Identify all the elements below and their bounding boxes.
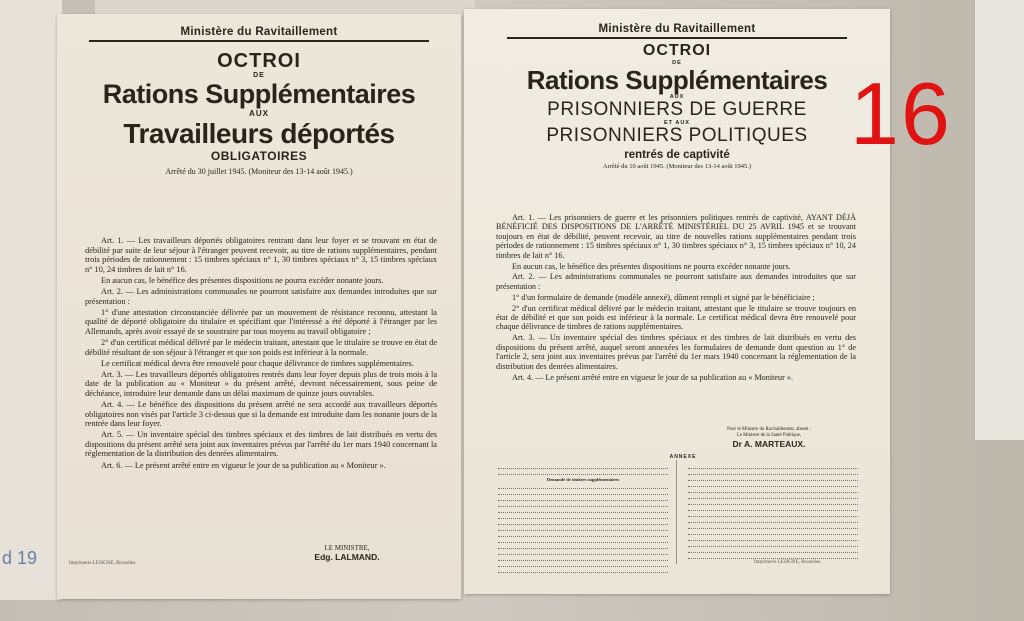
article-paragraph: En aucun cas, le bénéfice des présentes dispositions ne pourra excéder nonante jours. xyxy=(512,261,791,271)
beneficiaries-title: Travailleurs déportés xyxy=(123,118,395,149)
article-paragraph: 1° d'une attestation circonstanciée délivrée par un mouvement de résistance reconnu, attestant la qualité de déporté obligatoire du titulaire et spécifiant que l'intéressé a été déporté à l'étranger par les Allemands, après avoir essayé de se soustraire par tous moyens au travail obligatoire ; xyxy=(85,307,437,336)
octroi-title: OCTROI xyxy=(642,42,712,59)
subtitle: rentrés de captivité xyxy=(624,149,730,161)
decree-reference: Arrêté du 10 août 1945. (Moniteur des 13-14 août 1945.) xyxy=(602,163,752,170)
form-line xyxy=(688,554,858,559)
form-line xyxy=(498,464,668,469)
rations-title: Rations Supplémentaires xyxy=(102,79,416,109)
signature-line-2: Le Ministre de la Santé Publique, xyxy=(736,433,802,438)
article-paragraph: Art. 2. — Les administrations communales ne pourront satisfaire aux demandes introduites que sur présentation : xyxy=(496,272,856,291)
de-label: DE xyxy=(672,60,682,66)
underlying-paper-left xyxy=(0,0,62,600)
form-line xyxy=(688,518,858,523)
red-number-stamp: 16 xyxy=(850,64,952,163)
article-paragraph: Art. 4. — Le présent arrêté entre en vigueur le jour de sa publication au « Moniteur ». xyxy=(512,372,794,382)
form-line xyxy=(498,544,668,549)
form-line xyxy=(498,568,668,573)
form-line xyxy=(498,470,668,475)
signature-name: Edg. LALMAND. xyxy=(314,552,380,562)
form-line xyxy=(688,512,858,517)
form-line xyxy=(498,514,668,519)
form-line xyxy=(688,482,858,487)
imprint: Imprimerie LESIGNE, Bruxelles. xyxy=(69,561,137,566)
form-line xyxy=(498,484,668,489)
form-line xyxy=(688,476,858,481)
annex-form xyxy=(498,454,868,574)
article-paragraph: Art. 6. — Le présent arrêté entre en vigueur le jour de sa publication au « Moniteur ». xyxy=(101,460,386,470)
form-line xyxy=(688,542,858,547)
et-aux-label: ET AUX xyxy=(664,120,690,126)
form-line xyxy=(688,536,858,541)
article-paragraph: Art. 2. — Les administrations communales ne pourront satisfaire aux demandes introduites que sur présentation : xyxy=(85,286,437,306)
form-line xyxy=(498,538,668,543)
form-line xyxy=(688,500,858,505)
articles-block xyxy=(496,213,856,383)
articles-block xyxy=(85,236,437,472)
article-paragraph: En aucun cas, le bénéfice des présentes dispositions ne pourra excéder nonante jours. xyxy=(101,275,384,285)
beneficiaries-title-2: PRISONNIERS POLITIQUES xyxy=(546,125,808,146)
form-line xyxy=(688,548,858,553)
decree-reference: Arrêté du 30 juillet 1945. (Moniteur des 13-14 août 1945.) xyxy=(165,167,353,176)
poster-travailleurs-deportes xyxy=(57,14,461,599)
aux-label: AUX xyxy=(669,94,685,100)
ministry-header: Ministère du Ravitaillement xyxy=(180,26,338,38)
header-rule xyxy=(89,40,429,42)
article-paragraph: Le certificat médical devra être renouvelé pour chaque délivrance de timbres supplémentaires. xyxy=(101,358,414,368)
signature-name: Dr A. MARTEAUX. xyxy=(732,439,806,449)
article-paragraph: 2° d'un certificat médical délivré par le médecin traitant, attestant que le titulaire se trouve en état de débilité résultant de son séjour à l'étranger et que son poids est inférieur à la normale. xyxy=(85,337,437,357)
form-line xyxy=(498,532,668,537)
octroi-title: OCTROI xyxy=(217,50,301,72)
form-line xyxy=(498,508,668,513)
form-line xyxy=(688,530,858,535)
annex-right-column xyxy=(688,464,858,560)
article-paragraph: Art. 3. — Les travailleurs déportés obligatoires rentrés dans leur foyer depuis plus de trois mois à la date de la publication au « Moniteur » du présent arrêté, devront nécessairement, sous peine de déchéance, introduire leur demande dans un délai maximum de quinze jours ouvrables. xyxy=(85,369,437,398)
beneficiaries-title-1: PRISONNIERS DE GUERRE xyxy=(547,99,807,120)
header-rule xyxy=(507,37,847,39)
article-paragraph: Art. 5. — Un inventaire spécial des timbres spéciaux et des timbres de lait distribués en vertu des dispositions du présent arrêté sera joint aux inventaires prévus par l'arrêté du 1er mars 1940 concernant la réglementation de la distribution des denrées alimentaires. xyxy=(85,430,437,459)
form-line xyxy=(498,502,668,507)
form-line xyxy=(498,556,668,561)
signature-title: LE MINISTRE, xyxy=(324,544,370,552)
article-paragraph: Art. 1. — Les prisonniers de guerre et les prisonniers politiques rentrés de captivité, AYANT DÉJÀ BÉNÉFICIÉ DES DISPOSITIONS DE L'ARRÊTÉ MINISTÉRIEL DU 25 AVRIL 1945 et se trouvant toujours en état de débilité, peuvent recevoir, au titre de nouvelles rations supplémentaires pendant trois périodes de rationnement : 15 timbres spéciaux n° 1, 30 timbres spéciaux n° 3, 15 timbres spéciaux n° 10, 24 timbres de lait n° 16. xyxy=(496,213,856,260)
pencil-annotation: d 19 xyxy=(2,548,38,568)
form-line xyxy=(498,490,668,495)
form-line xyxy=(688,524,858,529)
article-paragraph: 1° d'un formulaire de demande (modèle annexé), dûment rempli et signé par le bénéficiaire ; xyxy=(512,292,815,302)
signature-line-1: Pour le Ministre du Ravitaillement, absent : xyxy=(727,427,811,432)
annex-form-title: Demande de timbres supplémentaires xyxy=(546,477,620,482)
article-paragraph: Art. 4. — Le bénéfice des dispositions du présent arrêté ne sera accordé aux travailleurs déportés obligatoires non visés par l'article 3 ci-dessus que si la demande est introduite dans les nonante jours de la rentrée dans leur foyer. xyxy=(85,400,437,429)
form-line xyxy=(688,494,858,499)
article-paragraph: Art. 1. — Les travailleurs déportés obligatoires rentrant dans leur foyer et se trouvant en état de débilité par suite de leur séjour à l'étranger peuvent recevoir, au titre de rations supplémentaires, pendant trois périodes de rationnement : 15 timbres spéciaux n° 1, 30 timbres spéciaux n° 3, 15 timbres spéciaux n° 10, 24 timbres de lait n° 16. xyxy=(85,236,437,274)
article-paragraph: 2° d'un certificat médical délivré par le médecin traitant, attestant que le titulaire se trouve toujours en état de débilité et que son poids est inférieur à la normale. Le certificat médical devra être renouvelé pour chaque délivrance de timbres de rations supplémentaires. xyxy=(496,303,856,332)
annex-title: ANNEXE xyxy=(669,454,697,460)
form-line xyxy=(498,520,668,525)
form-line xyxy=(498,526,668,531)
form-line xyxy=(688,506,858,511)
obligatoires-label: OBLIGATOIRES xyxy=(210,149,308,163)
form-line xyxy=(498,496,668,501)
poster-prisonniers xyxy=(464,9,890,594)
annex-left-column xyxy=(498,464,668,574)
annex-divider xyxy=(676,460,677,564)
form-line xyxy=(498,550,668,555)
article-paragraph: Art. 3. — Un inventaire spécial des timbres spéciaux et des timbres de lait distribués en vertu des dispositions du présent arrêté, auquel seront annexées les formulaires de demande dont question au 1° de l'article 2, sera joint aux inventaires prévus par l'arrêté du 1er mars 1940 concernant la réglementation de la distribution des denrées alimentaires. xyxy=(496,333,856,371)
form-line xyxy=(688,488,858,493)
form-line xyxy=(688,464,858,469)
form-line xyxy=(498,562,668,567)
underlying-paper-right xyxy=(975,0,1024,440)
form-line xyxy=(688,470,858,475)
rations-title: Rations Supplémentaires xyxy=(526,65,828,95)
ministry-header: Ministère du Ravitaillement xyxy=(598,23,756,35)
imprint: Imprimerie LESIGNE, Bruxelles. xyxy=(754,560,822,565)
aux-label: AUX xyxy=(249,109,269,118)
de-label: DE xyxy=(253,72,265,79)
